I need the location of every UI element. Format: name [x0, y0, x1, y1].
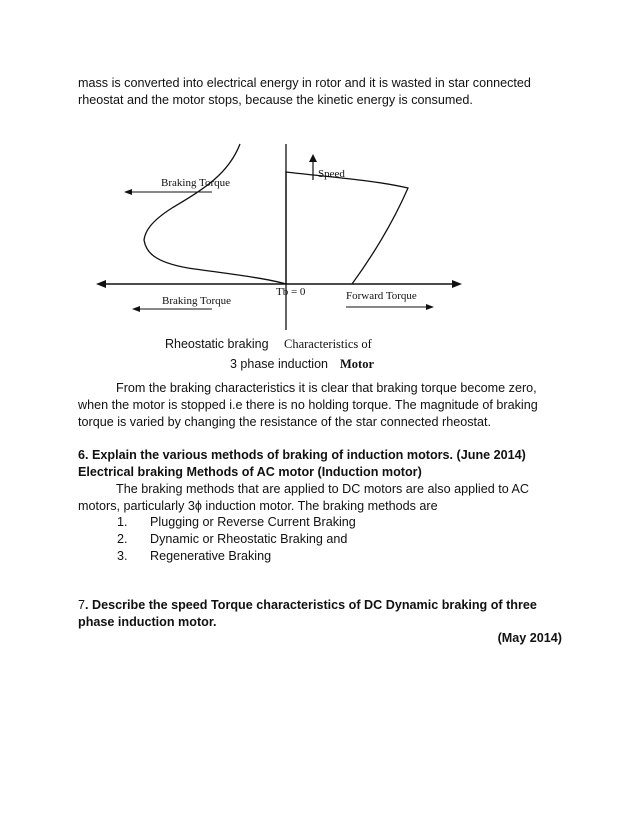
list-item-number: 2. — [117, 532, 128, 546]
question-6-subtitle: Electrical braking Methods of AC motor (Induction motor) — [78, 465, 422, 479]
forward-torque-label: Forward Torque — [346, 290, 417, 302]
speed-label: Speed — [318, 168, 345, 180]
braking-curve-upper — [144, 144, 286, 284]
list-item-number: 3. — [117, 549, 128, 563]
question-7-number: 7 — [78, 598, 86, 612]
paragraph-rheostat-energy: mass is converted into electrical energy in rotor and it is wasted in star connected rheostat and the motor stops, because the kinetic energy is consumed. — [78, 76, 531, 107]
paragraph-braking-methods: The braking methods that are applied to DC motors are also applied to AC motors, particularly 3ϕ induction motor. The braking methods are — [78, 482, 530, 513]
question-7-text: . Describe the speed Torque characteristics of DC Dynamic braking of three phase induction motor. — [78, 598, 537, 629]
braking-torque-label-top: Braking Torque — [161, 177, 230, 189]
braking-characteristics-diagram — [90, 140, 470, 380]
question-6-title: 6. Explain the various methods of braking of induction motors. (June 2014) — [78, 448, 526, 462]
caption-line2-b: Motor — [340, 357, 375, 371]
caption-line1-b: Characteristics of — [284, 337, 372, 351]
motoring-curve — [286, 172, 408, 284]
tb-zero-label: Tb = 0 — [276, 286, 306, 298]
braking-torque-label-bottom: Braking Torque — [162, 295, 231, 307]
list-item-text: Dynamic or Rheostatic Braking and — [150, 532, 348, 546]
speed-arrow-head — [309, 154, 317, 162]
caption-line1-a: Rheostatic braking — [165, 337, 269, 351]
list-item-text: Regenerative Braking — [150, 549, 272, 563]
list-item-text: Plugging or Reverse Current Braking — [150, 515, 356, 529]
rheostatic-braking-figure — [90, 140, 470, 380]
question-7-date: (May 2014) — [497, 631, 562, 645]
question-7 — [78, 597, 568, 631]
list-item-number: 1. — [117, 515, 128, 529]
question-6 — [78, 447, 568, 481]
paragraph-braking-characteristics: From the braking characteristics it is clear that braking torque become zero, when the motor is stopped i.e there is no holding torque. The magnitude of braking torque is varied by changing the resistance of the star connected rheostat. — [78, 381, 538, 429]
torque-axis-left-arrow — [96, 280, 106, 288]
caption-line2-a: 3 phase induction — [230, 357, 328, 371]
torque-axis-right-arrow — [452, 280, 462, 288]
